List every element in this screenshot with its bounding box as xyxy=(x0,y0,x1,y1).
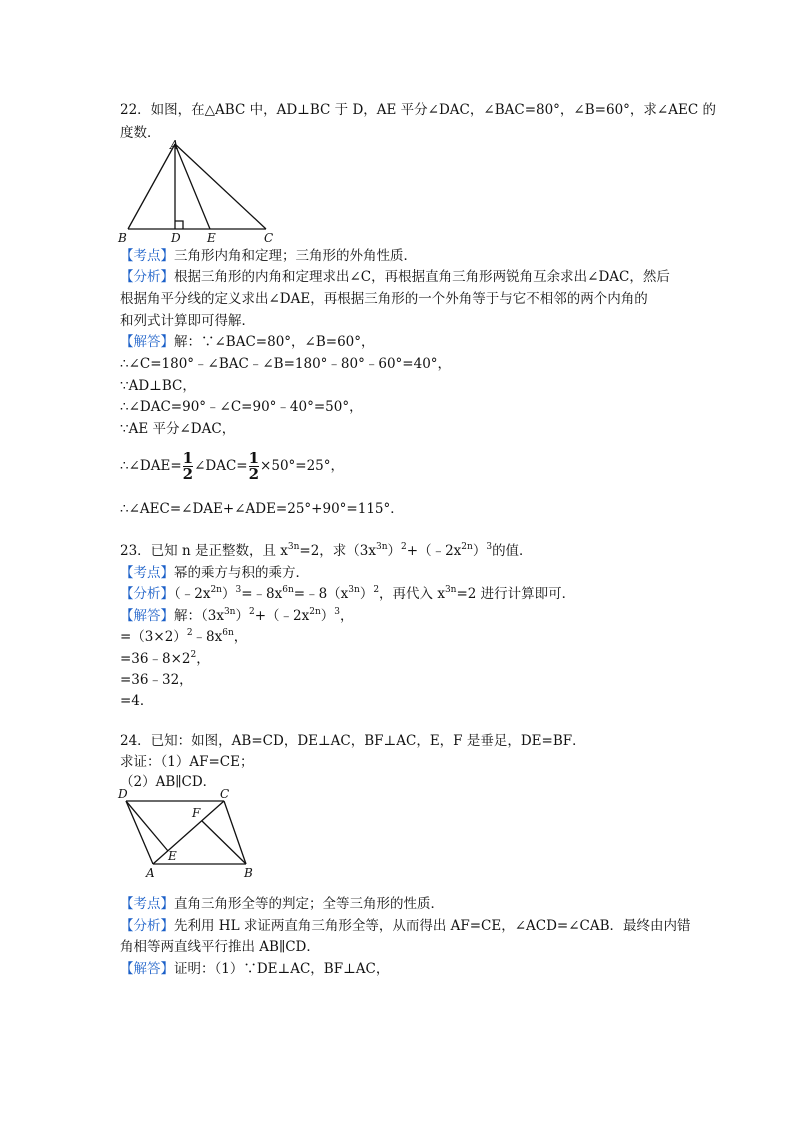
segment-cb xyxy=(224,801,246,864)
q22-fenxi-line1: 【分析】根据三角形的内角和定理求出∠C，再根据直角三角形两锐角互余求出∠DAC，然后 xyxy=(120,269,670,285)
right-angle-mark xyxy=(175,221,183,229)
label-d: D xyxy=(171,231,181,245)
segment-bf xyxy=(202,821,246,864)
q23-jieda: 【解答】解：$(3x^{3n})^2+(﹣2x^{2n})^3$， xyxy=(120,607,354,624)
segment-ae xyxy=(175,144,210,229)
segment-de xyxy=(126,801,168,851)
q24-stem-line3: （2）AB∥CD． xyxy=(120,774,217,790)
q23-kaodian: 【考点】幂的乘方与积的乘方． xyxy=(120,565,309,581)
q24-stem-line1: 24．已知：如图，AB=CD，DE⊥AC，BF⊥AC，E，F 是垂足，DE=BF． xyxy=(120,733,586,749)
q22-stem-line2: 度数． xyxy=(120,125,161,141)
fraction-half: $\frac{1}{2}$ xyxy=(248,449,260,483)
q23-fenxi: 【分析】$(﹣2x^{2n})^3=﹣8x^{6n}=﹣8(x^{3n})^2$，再代入 $x^{3n}=2$ 进行计算即可． xyxy=(120,585,576,602)
label-b: B xyxy=(244,866,253,880)
q22-step6: ∴∠DAE= $\frac{1}{2}$ ∠DAC= $\frac{1}{2}$ ×50°=25°， xyxy=(120,449,345,483)
q23-stem: 23．已知 n 是正整数，且 $x^{3n}=2$，求$(3x^{3n})^2+(﹣2x^{2n})^3$的值． xyxy=(120,542,533,559)
label-d: D xyxy=(118,787,128,801)
fraction-half: $\frac{1}{2}$ xyxy=(182,449,194,483)
q22-step3: ∵AD⊥BC， xyxy=(120,378,196,394)
segment-ac xyxy=(175,144,266,229)
label-c: C xyxy=(264,231,274,245)
q22-kaodian: 【考点】三角形内角和定理；三角形的外角性质． xyxy=(120,248,417,264)
q23-row1: $=(3\times 2)^2﹣8x^{6n}$， xyxy=(120,628,248,645)
q23-row2: $=36﹣8\times 2^2$， xyxy=(120,650,210,667)
label-a: A xyxy=(170,138,179,152)
label-e: E xyxy=(168,849,177,863)
q24-parallelogram-figure xyxy=(116,786,266,882)
q24-fenxi-line2: 角相等两直线平行推出 AB∥CD． xyxy=(120,939,320,955)
q22-step5: ∵AE 平分∠DAC， xyxy=(120,421,236,437)
label-b: B xyxy=(118,231,127,245)
q22-stem-line1: 22．如图，在△ABC 中，AD⊥BC 于 D，AE 平分∠DAC，∠BAC=80°，∠B=60°，求∠AEC 的 xyxy=(120,102,716,118)
q22-jieda-line1: 【解答】解：∵∠BAC=80°，∠B=60°， xyxy=(120,334,375,350)
q22-step4: ∴∠DAC=90°﹣∠C=90°﹣40°=50°， xyxy=(120,399,363,415)
q23-row4: =4． xyxy=(120,693,154,709)
segment-ab xyxy=(128,144,175,229)
q22-fenxi-line3: 和列式计算即可得解． xyxy=(120,313,255,329)
q22-step2: ∴∠C=180°﹣∠BAC﹣∠B=180°﹣80°﹣60°=40°， xyxy=(120,356,452,372)
q22-step7: ∴∠AEC=∠DAE+∠ADE=25°+90°=115°． xyxy=(120,501,404,517)
segment-da xyxy=(126,801,153,864)
q24-fenxi-line1: 【分析】先利用 HL 求证两直角三角形全等，从而得出 AF=CE，∠ACD=∠CAB．最终由内错 xyxy=(120,918,691,934)
q23-row3: =36﹣32， xyxy=(120,672,193,688)
q24-jieda-line1: 【解答】证明：（1）∵DE⊥AC，BF⊥AC， xyxy=(120,961,390,977)
label-f: F xyxy=(192,806,201,820)
label-a: A xyxy=(146,866,155,880)
q24-stem-line2: 求证：（1）AF=CE； xyxy=(120,754,254,770)
q24-kaodian: 【考点】直角三角形全等的判定；全等三角形的性质． xyxy=(120,896,444,912)
label-e: E xyxy=(207,231,216,245)
q22-triangle-figure xyxy=(116,138,280,246)
label-c: C xyxy=(220,787,230,801)
q22-fenxi-line2: 根据角平分线的定义求出∠DAE，再根据三角形的一个外角等于与它不相邻的两个内角的 xyxy=(120,291,648,307)
